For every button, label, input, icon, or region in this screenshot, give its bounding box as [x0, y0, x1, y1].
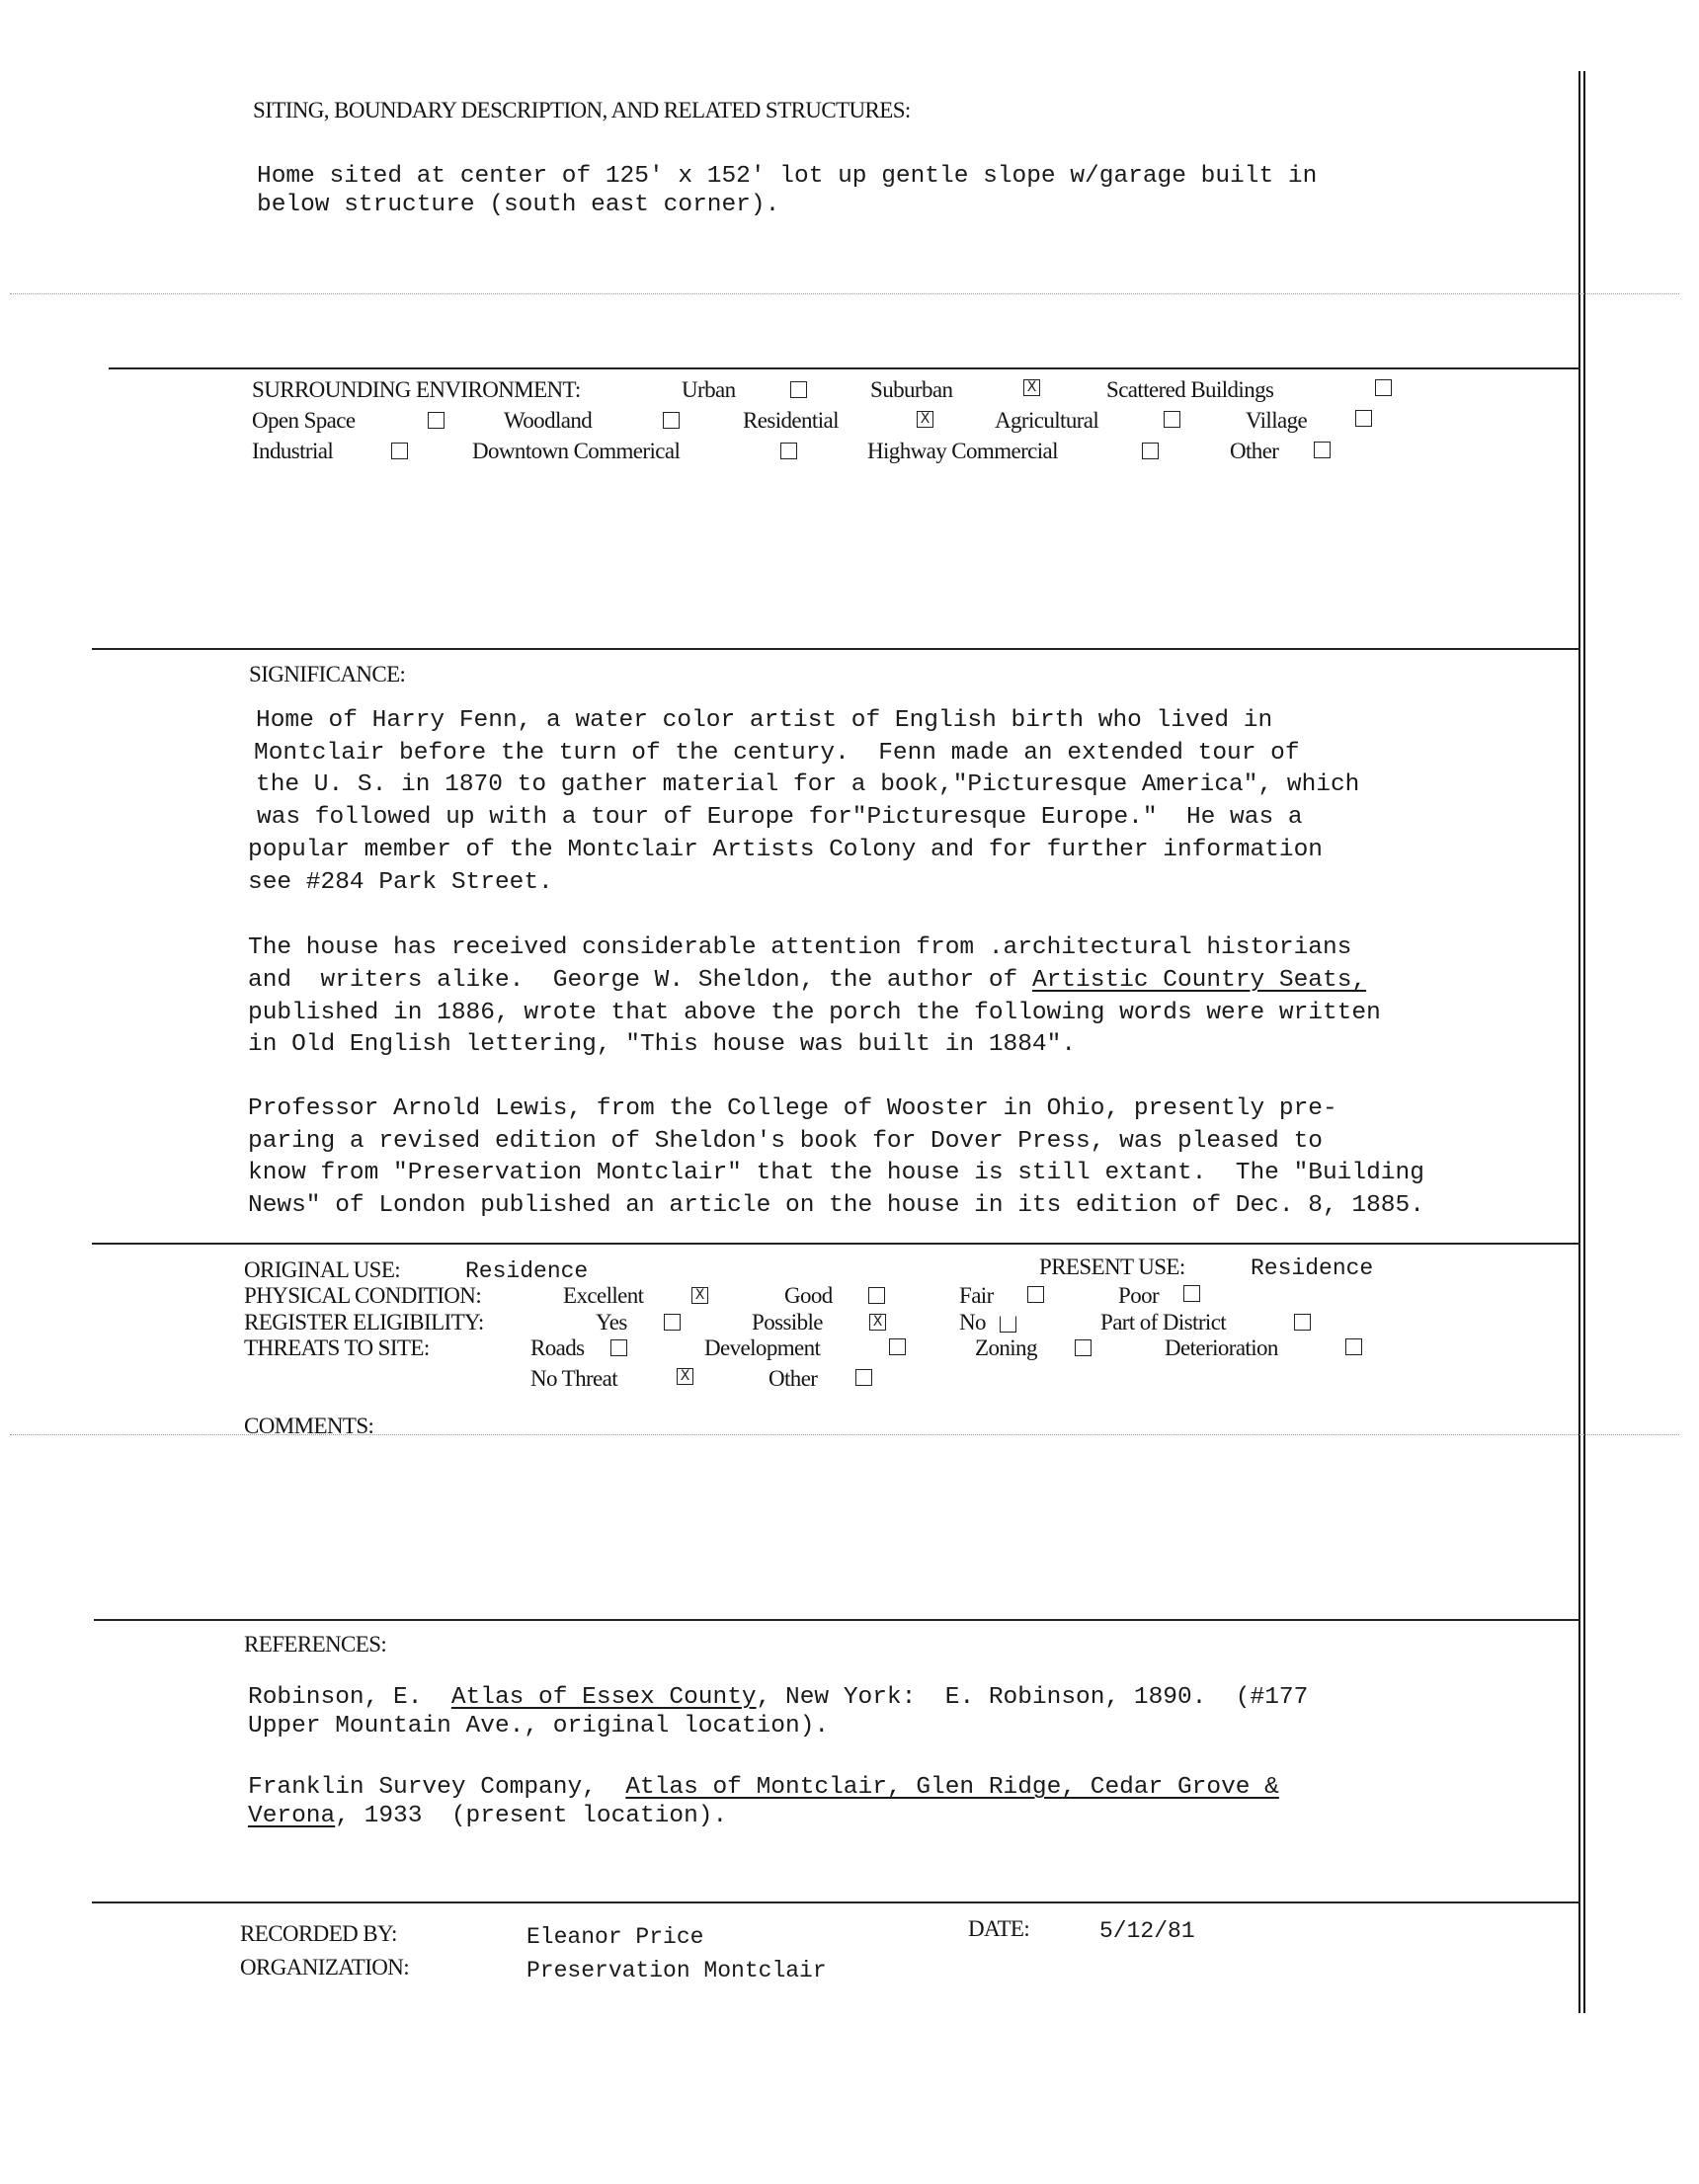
- option-highway-commercial-label: Highway Commercial: [867, 439, 1058, 463]
- significance-heading: SIGNIFICANCE:: [249, 662, 406, 687]
- checkbox-no-threat[interactable]: X: [677, 1368, 693, 1385]
- significance-p1-line: popular member of the Montclair Artists Colony and for further information: [248, 837, 1323, 863]
- threat-other-label: Other: [769, 1366, 818, 1391]
- significance-p2-line: in Old English lettering, "This house was built in 1884".: [248, 1031, 1077, 1058]
- reference-2-date: , 1933 (present location).: [335, 1803, 728, 1829]
- reference-1-line-1: [248, 1683, 1308, 1713]
- checkbox-threat-other[interactable]: [855, 1369, 872, 1386]
- option-urban-label: Urban: [682, 377, 736, 402]
- checkbox-development[interactable]: [889, 1338, 906, 1355]
- comments-label: COMMENTS:: [244, 1414, 374, 1438]
- checkbox-excellent[interactable]: X: [691, 1287, 708, 1304]
- threats-to-site-label: THREATS TO SITE:: [244, 1335, 430, 1360]
- condition-poor-label: Poor: [1118, 1283, 1160, 1308]
- significance-p1-line: the U. S. in 1870 to gather material for a book,"Picturesque America", which: [256, 771, 1360, 798]
- reference-1-author: Robinson, E.: [248, 1684, 451, 1711]
- checkbox-residential[interactable]: X: [917, 411, 933, 428]
- organization-label: ORGANIZATION:: [240, 1955, 410, 1980]
- book-title-artistic-country-seats: Artistic Country Seats,: [1031, 967, 1367, 994]
- surrounding-label: SURROUNDING ENVIRONMENT:: [252, 377, 581, 402]
- recorded-by-value: Eleanor Price: [526, 1924, 704, 1950]
- reference-1-publisher: , New York: E. Robinson, 1890. (#177: [756, 1684, 1309, 1711]
- divider-1: [109, 367, 1580, 369]
- checkbox-open-space[interactable]: [428, 412, 445, 429]
- condition-good-label: Good: [784, 1283, 833, 1308]
- siting-line-1: Home sited at center of 125' x 152' lot up gentle slope w/garage built in: [257, 163, 1318, 190]
- date-label: DATE:: [968, 1916, 1030, 1941]
- checkbox-scattered-buildings[interactable]: [1375, 379, 1392, 396]
- reference-2-line-1: [248, 1773, 1279, 1803]
- checkbox-industrial[interactable]: [391, 443, 408, 459]
- eligibility-yes-label: Yes: [596, 1310, 627, 1335]
- checkbox-roads[interactable]: [610, 1339, 627, 1356]
- present-use-label: PRESENT USE:: [1039, 1254, 1185, 1279]
- reference-1-title: Atlas of Essex County: [450, 1684, 757, 1711]
- original-use-label: ORIGINAL USE:: [244, 1257, 401, 1282]
- significance-p2-line: [248, 966, 1366, 996]
- present-use-value: Residence: [1251, 1255, 1374, 1281]
- checkbox-fair[interactable]: [1027, 1286, 1044, 1303]
- checkbox-no[interactable]: [1000, 1316, 1016, 1333]
- divider-4: [94, 1619, 1580, 1621]
- eligibility-possible-label: Possible: [752, 1310, 823, 1335]
- checkbox-village[interactable]: [1355, 410, 1372, 427]
- reference-1-line-2: Upper Mountain Ave., original location).: [248, 1713, 830, 1739]
- divider-2: [92, 648, 1580, 650]
- threat-no-threat-label: No Threat: [530, 1366, 618, 1391]
- checkbox-part-of-district[interactable]: [1294, 1314, 1311, 1331]
- significance-p2-text: and writers alike. George W. Sheldon, the author of: [248, 967, 1032, 994]
- divider-3: [92, 1243, 1580, 1245]
- option-village-label: Village: [1246, 408, 1308, 433]
- significance-p1-line: was followed up with a tour of Europe for"Picturesque Europe." He was a: [257, 804, 1303, 831]
- option-suburban-label: Suburban: [870, 377, 953, 402]
- checkbox-suburban[interactable]: X: [1023, 379, 1040, 396]
- checkbox-good[interactable]: [868, 1287, 885, 1304]
- date-value: 5/12/81: [1099, 1918, 1195, 1944]
- option-industrial-label: Industrial: [252, 439, 334, 463]
- physical-condition-label: PHYSICAL CONDITION:: [244, 1283, 482, 1308]
- eligibility-part-of-district-label: Part of District: [1100, 1310, 1227, 1335]
- significance-p3-line: know from "Preservation Montclair" that the house is still extant. The "Building: [248, 1160, 1424, 1186]
- reference-2-author: Franklin Survey Company,: [248, 1774, 626, 1801]
- siting-line-2: below structure (south east corner).: [257, 192, 780, 218]
- reference-2-title: Atlas of Montclair, Glen Ridge, Cedar Grove &: [625, 1774, 1279, 1801]
- option-woodland-label: Woodland: [504, 408, 593, 433]
- option-other-environment-label: Other: [1230, 439, 1279, 463]
- divider-5: [92, 1901, 1580, 1903]
- checkbox-agricultural[interactable]: [1164, 411, 1180, 428]
- significance-p1-line: see #284 Park Street.: [248, 869, 553, 896]
- significance-p1-line: Home of Harry Fenn, a water color artist of English birth who lived in: [256, 707, 1273, 734]
- option-downtown-commerical-label: Downtown Commerical: [472, 439, 681, 463]
- threat-roads-label: Roads: [530, 1335, 585, 1360]
- organization-value: Preservation Montclair: [526, 1958, 827, 1983]
- threat-development-label: Development: [704, 1335, 821, 1360]
- checkbox-poor[interactable]: [1183, 1285, 1200, 1302]
- threat-deterioration-label: Deterioration: [1165, 1335, 1278, 1360]
- significance-p2-line: The house has received considerable attention from .architectural historians: [248, 934, 1352, 961]
- right-border-line-inner: [1583, 71, 1585, 2013]
- right-border-line-outer: [1578, 71, 1580, 2013]
- significance-p3-line: paring a revised edition of Sheldon's book for Dover Press, was pleased to: [248, 1128, 1323, 1155]
- significance-p1-line: Montclair before the turn of the century. Fenn made an extended tour of: [254, 740, 1300, 767]
- checkbox-highway-commercial[interactable]: [1142, 443, 1159, 459]
- significance-p2-line: published in 1886, wrote that above the porch the following words were written: [248, 1000, 1381, 1026]
- comments-field[interactable]: [244, 1444, 1568, 1612]
- siting-heading: SITING, BOUNDARY DESCRIPTION, AND RELATED STRUCTURES:: [253, 98, 911, 122]
- register-eligibility-label: REGISTER ELIGIBILITY:: [244, 1310, 484, 1335]
- threat-zoning-label: Zoning: [975, 1335, 1037, 1360]
- reference-2-title-cont: Verona: [248, 1803, 336, 1829]
- checkbox-woodland[interactable]: [663, 412, 680, 429]
- checkbox-possible[interactable]: X: [869, 1314, 886, 1331]
- checkbox-yes[interactable]: [664, 1314, 681, 1331]
- eligibility-no-label: No: [959, 1310, 986, 1335]
- checkbox-urban[interactable]: [790, 381, 807, 398]
- checkbox-downtown-commerical[interactable]: [780, 443, 797, 459]
- checkbox-zoning[interactable]: [1075, 1339, 1092, 1356]
- references-heading: REFERENCES:: [244, 1632, 387, 1657]
- option-residential-label: Residential: [743, 408, 839, 433]
- option-scattered-buildings-label: Scattered Buildings: [1106, 377, 1274, 402]
- option-agricultural-label: Agricultural: [995, 408, 1099, 433]
- scan-artifact-line: [10, 293, 1679, 294]
- checkbox-other-environment[interactable]: [1314, 442, 1331, 458]
- original-use-value: Residence: [465, 1258, 589, 1284]
- option-open-space-label: Open Space: [252, 408, 356, 433]
- significance-p3-line: Professor Arnold Lewis, from the College of Wooster in Ohio, presently pre-: [248, 1095, 1337, 1122]
- significance-p3-line: News" of London published an article on the house in its edition of Dec. 8, 1885.: [248, 1192, 1424, 1219]
- condition-fair-label: Fair: [959, 1283, 994, 1308]
- checkbox-deterioration[interactable]: [1345, 1338, 1362, 1355]
- reference-2-line-2: [248, 1802, 727, 1831]
- condition-excellent-label: Excellent: [563, 1283, 644, 1308]
- recorded-by-label: RECORDED BY:: [240, 1921, 397, 1946]
